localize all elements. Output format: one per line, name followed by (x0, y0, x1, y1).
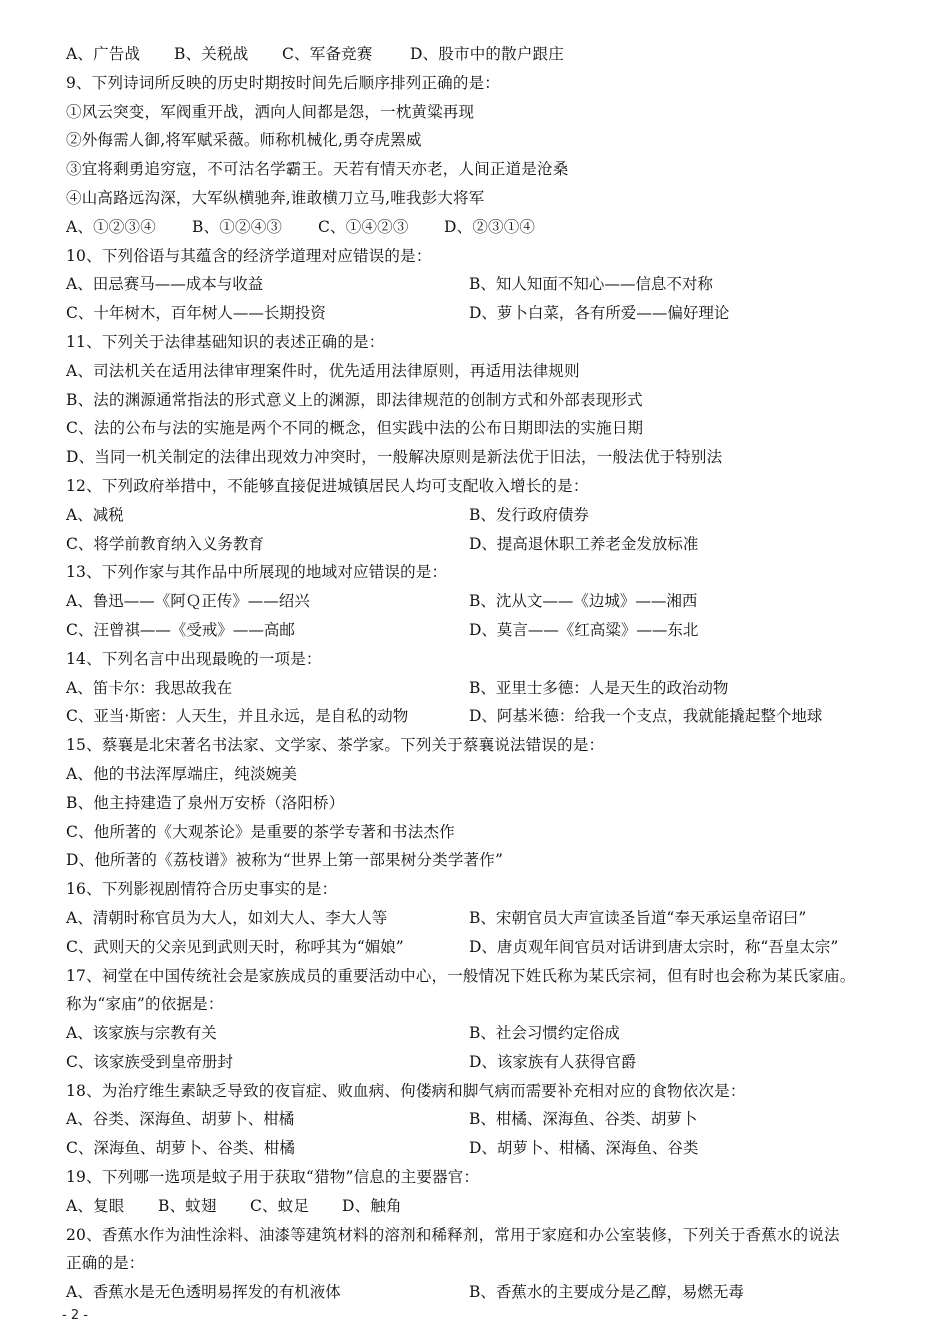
q13-options-row-1 (66, 587, 926, 616)
q13-option-b: B、沈从文——《边城》——湘西 (469, 592, 698, 611)
q8-option-d: D、股市中的散户跟庄 (410, 45, 564, 63)
q16-option-c: C、武则天的父亲见到武则天时，称呼其为“媚娘” (66, 937, 404, 956)
q20-stem-line-1: 20、香蕉水作为油性涂料、油漆等建筑材料的溶剂和稀释剂，常用于家庭和办公室装修，下列关于香蕉水的说法 (66, 1225, 840, 1244)
q14-option-a: A、笛卡尔：我思故我在 (66, 678, 233, 697)
q10-option-c: C、十年树木，百年树人——长期投资 (66, 304, 326, 323)
q15-stem: 15、蔡襄是北宋著名书法家、文学家、茶学家。下列关于蔡襄说法错误的是： (66, 736, 605, 755)
q9-option-a: A、①②③④ (66, 217, 156, 236)
q12-options-row-2 (66, 530, 926, 559)
q9-option-b: B、①②④③ (192, 217, 283, 236)
q9-option-d: D、②③①④ (444, 217, 536, 236)
q14-stem: 14、下列名言中出现最晚的一项是： (66, 649, 322, 668)
q13-options-row-2 (66, 616, 926, 645)
q15-option-c: C、他所著的《大观茶论》是重要的茶学专著和书法杰作 (66, 822, 455, 841)
q9-item-2: ②外侮需人御,将军赋采薇。师称机械化,勇夺虎罴威 (66, 131, 422, 150)
q19-stem: 19、下列哪一选项是蚊子用于获取“猎物”信息的主要器官： (66, 1168, 480, 1187)
q9-item-1: ①风云突变，军阀重开战，洒向人间都是怨，一枕黄粱再现 (66, 102, 475, 121)
q18-option-c: C、深海鱼、胡萝卜、谷类、柑橘 (66, 1139, 295, 1158)
q17-option-b: B、社会习惯约定俗成 (469, 1024, 620, 1043)
q18-option-a: A、谷类、深海鱼、胡萝卜、柑橘 (66, 1110, 295, 1129)
q16-option-b: B、宋朝官员大声宣读圣旨道“奉天承运皇帝诏曰” (469, 908, 807, 927)
q19-option-c: C、蚊足 (250, 1196, 310, 1215)
q13-stem: 13、下列作家与其作品中所展现的地域对应错误的是： (66, 563, 448, 582)
q12-options-row-1 (66, 501, 926, 530)
q14-option-b: B、亚里士多德：人是天生的政治动物 (469, 678, 729, 697)
q17-options-row-1 (66, 1019, 926, 1048)
q10-option-d: D、萝卜白菜，各有所爱——偏好理论 (469, 304, 730, 323)
q10-option-b: B、知人知面不知心——信息不对称 (469, 275, 713, 294)
q15-option-d: D、他所著的《荔枝谱》被称为“世界上第一部果树分类学著作” (66, 851, 504, 870)
q19-option-d: D、触角 (342, 1196, 402, 1215)
q14-options-row-2 (66, 702, 926, 731)
q14-option-c: C、亚当·斯密：人天生，并且永远，是自私的动物 (66, 707, 409, 726)
q13-option-c: C、汪曾祺——《受戒》——高邮 (66, 620, 295, 639)
q17-option-d: D、该家族有人获得官爵 (469, 1052, 637, 1071)
q19-options (66, 1192, 926, 1221)
q16-stem: 16、下列影视剧情符合历史事实的是： (66, 880, 338, 899)
q11-option-b: B、法的渊源通常指法的形式意义上的渊源，即法律规范的创制方式和外部表现形式 (66, 390, 643, 409)
q9-options (66, 213, 926, 242)
q15-option-b: B、他主持建造了泉州万安桥（洛阳桥） (66, 793, 345, 812)
q17-option-c: C、该家族受到皇帝册封 (66, 1052, 233, 1071)
q18-option-d: D、胡萝卜、柑橘、深海鱼、谷类 (469, 1139, 699, 1158)
q11-option-d: D、当同一机关制定的法律出现效力冲突时，一般解决原则是新法优于旧法，一般法优于特别法 (66, 448, 723, 467)
exam-page (66, 40, 926, 1307)
q20-option-a: A、香蕉水是无色透明易挥发的有机液体 (66, 1283, 341, 1302)
q18-options-row-2 (66, 1134, 926, 1163)
q16-options-row-1 (66, 904, 926, 933)
q11-option-c: C、法的公布与法的实施是两个不同的概念，但实践中法的公布日期即法的实施日期 (66, 419, 644, 438)
q19-option-b: B、蚊翅 (158, 1196, 217, 1215)
q14-option-d: D、阿基米德：给我一个支点，我就能撬起整个地球 (469, 707, 823, 726)
q9-item-3: ③宜将剩勇追穷寇，不可沽名学霸王。天若有情天亦老，人间正道是沧桑 (66, 160, 569, 179)
page-number: - 2 - (62, 1308, 88, 1323)
q10-options-row-1 (66, 270, 926, 299)
q20-options-row-1 (66, 1278, 926, 1307)
q10-option-a: A、田忌赛马——成本与收益 (66, 275, 264, 294)
q11-option-a: A、司法机关在适用法律审理案件时，优先适用法律原则，再适用法律规则 (66, 361, 580, 380)
q9-option-c: C、①④②③ (318, 217, 409, 236)
q12-option-d: D、提高退休职工养老金发放标准 (469, 534, 699, 553)
q17-option-a: A、该家族与宗教有关 (66, 1024, 217, 1043)
q8-option-a: A、广告战 (66, 45, 141, 63)
q18-options-row-1 (66, 1105, 926, 1134)
q12-option-c: C、将学前教育纳入义务教育 (66, 534, 264, 553)
q10-stem: 10、下列俗语与其蕴含的经济学道理对应错误的是： (66, 246, 432, 265)
q19-option-a: A、复眼 (66, 1196, 125, 1215)
q9-stem: 9、下列诗词所反映的历史时期按时间先后顺序排列正确的是： (66, 73, 500, 92)
q10-options-row-2 (66, 299, 926, 328)
q13-option-a: A、鲁迅——《阿Ｑ正传》——绍兴 (66, 592, 310, 611)
q17-stem-line-2: 称为“家庙”的依据是： (66, 995, 224, 1014)
q8-option-c: C、军备竞赛 (282, 45, 373, 63)
q17-options-row-2 (66, 1048, 926, 1077)
q18-option-b: B、柑橘、深海鱼、谷类、胡萝卜 (469, 1110, 698, 1129)
q8-options (66, 40, 926, 69)
q11-stem: 11、下列关于法律基础知识的表述正确的是： (66, 332, 385, 351)
q16-option-d: D、唐贞观年间官员对话讲到唐太宗时，称“吾皇太宗” (469, 937, 839, 956)
q12-option-b: B、发行政府债券 (469, 505, 589, 524)
q16-options-row-2 (66, 933, 926, 962)
q15-option-a: A、他的书法浑厚端庄，纯淡婉美 (66, 764, 298, 783)
q18-stem: 18、为治疗维生素缺乏导致的夜盲症、败血病、佝偻病和脚气病而需要补充相对应的食物依次是： (66, 1081, 746, 1100)
q12-option-a: A、减税 (66, 505, 124, 524)
q8-option-b: B、关税战 (174, 45, 249, 63)
q9-item-4: ④山高路远沟深，大军纵横驰奔,谁敢横刀立马,唯我彭大将军 (66, 188, 485, 207)
q16-option-a: A、清朝时称官员为大人，如刘大人、李大人等 (66, 908, 388, 927)
q14-options-row-1 (66, 674, 926, 703)
q12-stem: 12、下列政府举措中，不能够直接促进城镇居民人均可支配收入增长的是： (66, 476, 589, 495)
q20-stem-line-2: 正确的是： (66, 1254, 145, 1273)
q17-stem-line-1: 17、祠堂在中国传统社会是家族成员的重要活动中心，一般情况下姓氏称为某氏宗祠，但有时也会称为某氏家庙。 (66, 966, 856, 985)
q13-option-d: D、莫言——《红高粱》——东北 (469, 620, 699, 639)
q20-option-b: B、香蕉水的主要成分是乙醇，易燃无毒 (469, 1283, 744, 1302)
